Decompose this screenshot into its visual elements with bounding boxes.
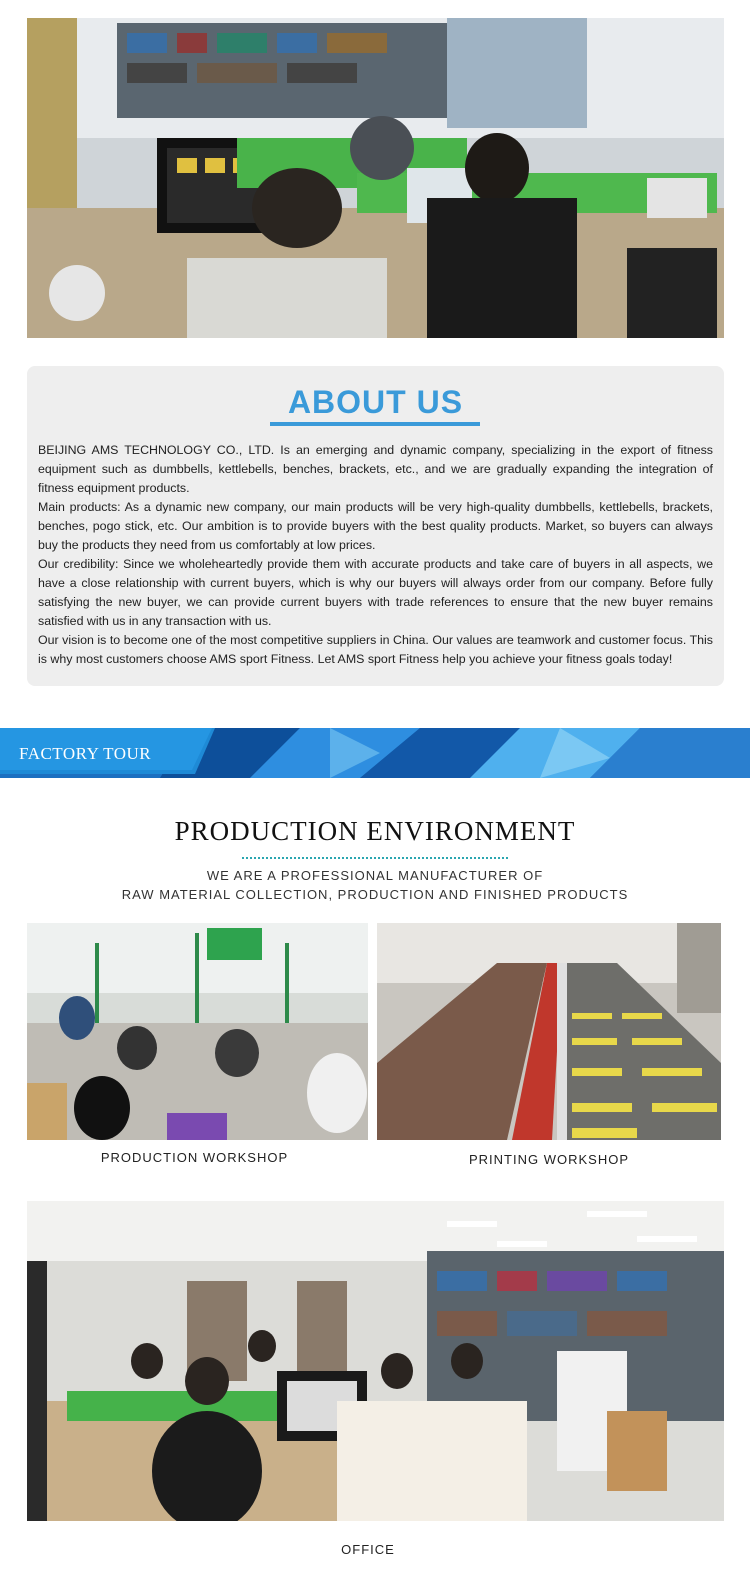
about-paragraph: Main products: As a dynamic new company, our main products will be very high-quality dumbbells, kettlebells, brackets, benches, pogo stick, etc. Our ambition is to provide buyers with the best quality products. Market, so buyers can always buy the products they need from us comfortably at low prices.	[38, 500, 713, 552]
production-subtitle-line2: RAW MATERIAL COLLECTION, PRODUCTION AND FINISHED PRODUCTS	[121, 887, 629, 902]
office-caption: OFFICE	[341, 1542, 395, 1557]
office-photo-top	[27, 18, 724, 338]
about-us-panel	[27, 366, 724, 686]
about-paragraph: Our credibility: Since we wholeheartedly provide them with accurate products and take care of buyers in all aspects, we have a close relationship with current buyers, which is why our buyers will always order from our company. Before fully satisfying the new buyer, we can provide current buyers with trade references to ensure that the new buyer remains satisfied with us in any transaction with us.	[38, 557, 713, 628]
about-us-title: ABOUT US	[287, 384, 464, 420]
production-subtitle-line1: WE ARE A PROFESSIONAL MANUFACTURER OF	[206, 868, 544, 883]
factory-tour-label: FACTORY TOUR	[19, 744, 152, 763]
office-photo	[27, 1201, 724, 1521]
about-us-underline	[270, 422, 480, 426]
about-us-body	[38, 441, 713, 669]
about-paragraph: Our vision is to become one of the most competitive suppliers in China. Our values are teamwork and customer focus. This is why most customers choose AMS sport Fitness. Let AMS sport Fitness help you achieve your fitness goals today!	[38, 633, 713, 666]
production-workshop-photo	[27, 923, 368, 1140]
about-paragraph: BEIJING AMS TECHNOLOGY CO., LTD. Is an emerging and dynamic company, specializing in the export of fitness equipment such as dumbbells, kettlebells, benches, brackets, etc., and we are gradually expanding the integration of fitness equipment products.	[38, 443, 713, 495]
factory-tour-banner	[0, 728, 750, 778]
production-workshop-caption: PRODUCTION WORKSHOP	[100, 1150, 289, 1165]
production-environment-title: PRODUCTION ENVIRONMENT	[174, 816, 576, 846]
printing-workshop-photo	[377, 923, 721, 1140]
printing-workshop-caption: PRINTING WORKSHOP	[468, 1152, 629, 1167]
title-dotted-divider	[242, 857, 508, 859]
